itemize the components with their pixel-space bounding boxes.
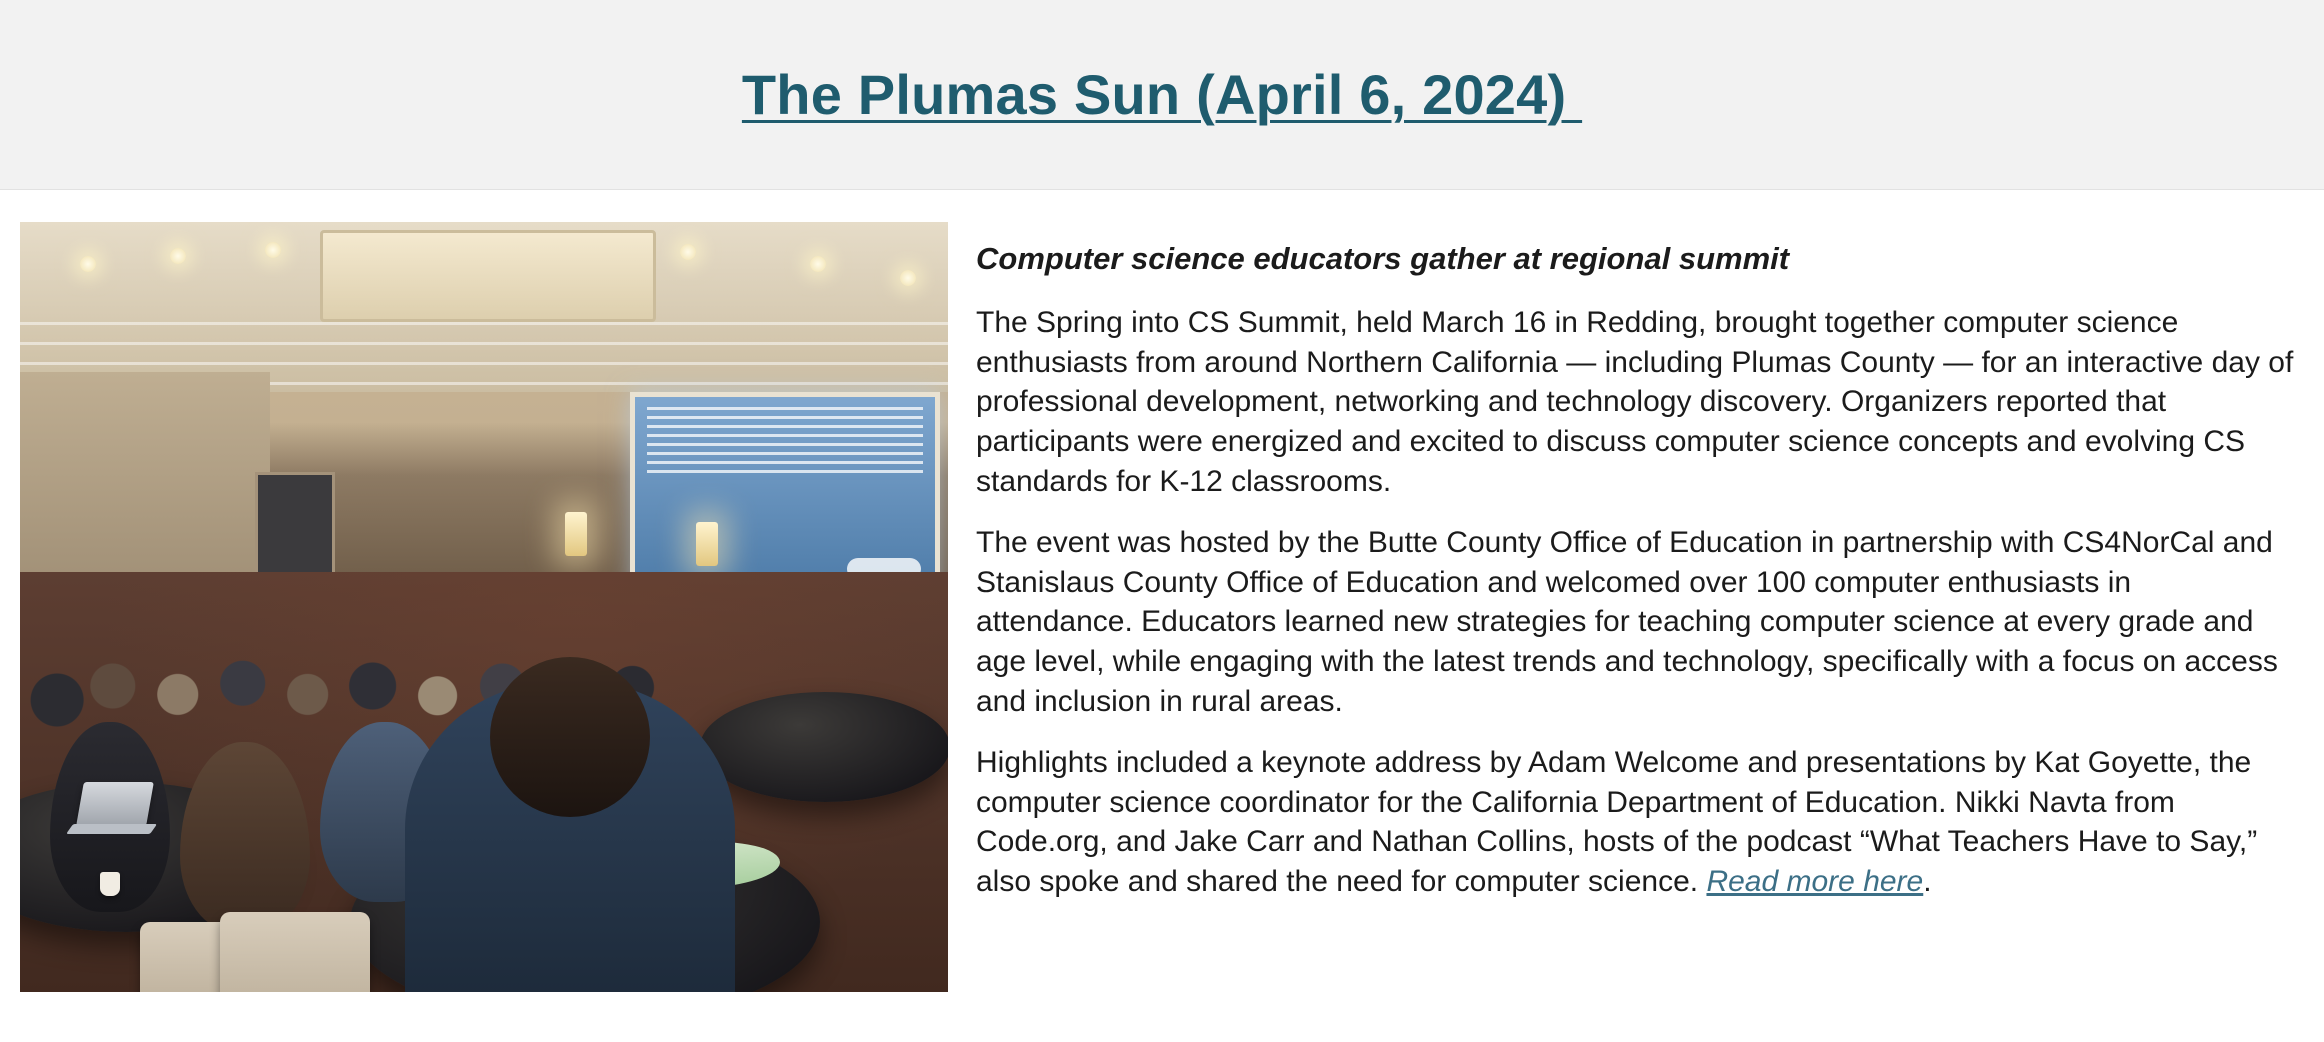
article-headline: Computer science educators gather at regional summit [976,241,1790,276]
banquet-table [700,692,948,802]
ceiling-light-icon [265,242,281,258]
laptop [76,782,154,826]
article-paragraph-2: The event was hosted by the Butte County Office of Education in partnership with CS4NorCal and Stanislaus County Office of Education and welcomed over 100 computer enthusiasts in attendance. Educators learned new strategies for teaching computer science at every grade and age level, while engaging with the latest trends and technology, specifically with a focus on access and inclusion in rural areas. [976,526,2278,718]
ceiling-light-icon [680,244,696,260]
article-paragraph-3 [976,743,2296,901]
newsletter-title-link[interactable]: The Plumas Sun (April 6, 2024) [741,63,1583,126]
article-text-column [948,222,2324,924]
article-content-area [0,190,2324,992]
foreground-attendee-head [490,657,650,817]
ceiling [20,222,948,392]
slide-text-lines [647,407,923,477]
article-paragraph-1: The Spring into CS Summit, held March 16 in Redding, brought together computer science enthusiasts from around Northern California — including Plumas County — for an interactive day of professional development, networking and technology discovery. Organizers reported that participants were energized and excited to discuss computer science concepts and evolving CS standards for K-12 classrooms. [976,306,2294,498]
ceiling-coffer [320,230,656,322]
photo-column [0,222,948,992]
article-paragraph-3-text: Highlights included a keynote address by Adam Welcome and presentations by Kat Goyette, the computer science coordinator for the California Department of Education. Nikki Navta from Code.org, and Jake Carr and Nathan Collins, hosts of the podcast “What Teachers Have to Say,” also spoke and shared the need for computer science. [976,746,2258,898]
ceiling-light-icon [900,270,916,286]
chair [220,912,370,992]
presentation-screen [630,392,940,597]
coffee-cup [100,872,120,896]
wall-sconce-icon [696,522,718,566]
ceiling-light-icon [170,248,186,264]
ceiling-light-icon [80,256,96,272]
wall-sconce-icon [565,512,587,556]
newsletter-header-band [0,0,2324,190]
ceiling-light-icon [810,256,826,272]
read-more-link[interactable]: Read more here [1706,864,1924,898]
conference-room-audience-photo [20,222,948,992]
read-more-suffix: . [1923,864,1932,898]
room-scene [20,222,948,992]
